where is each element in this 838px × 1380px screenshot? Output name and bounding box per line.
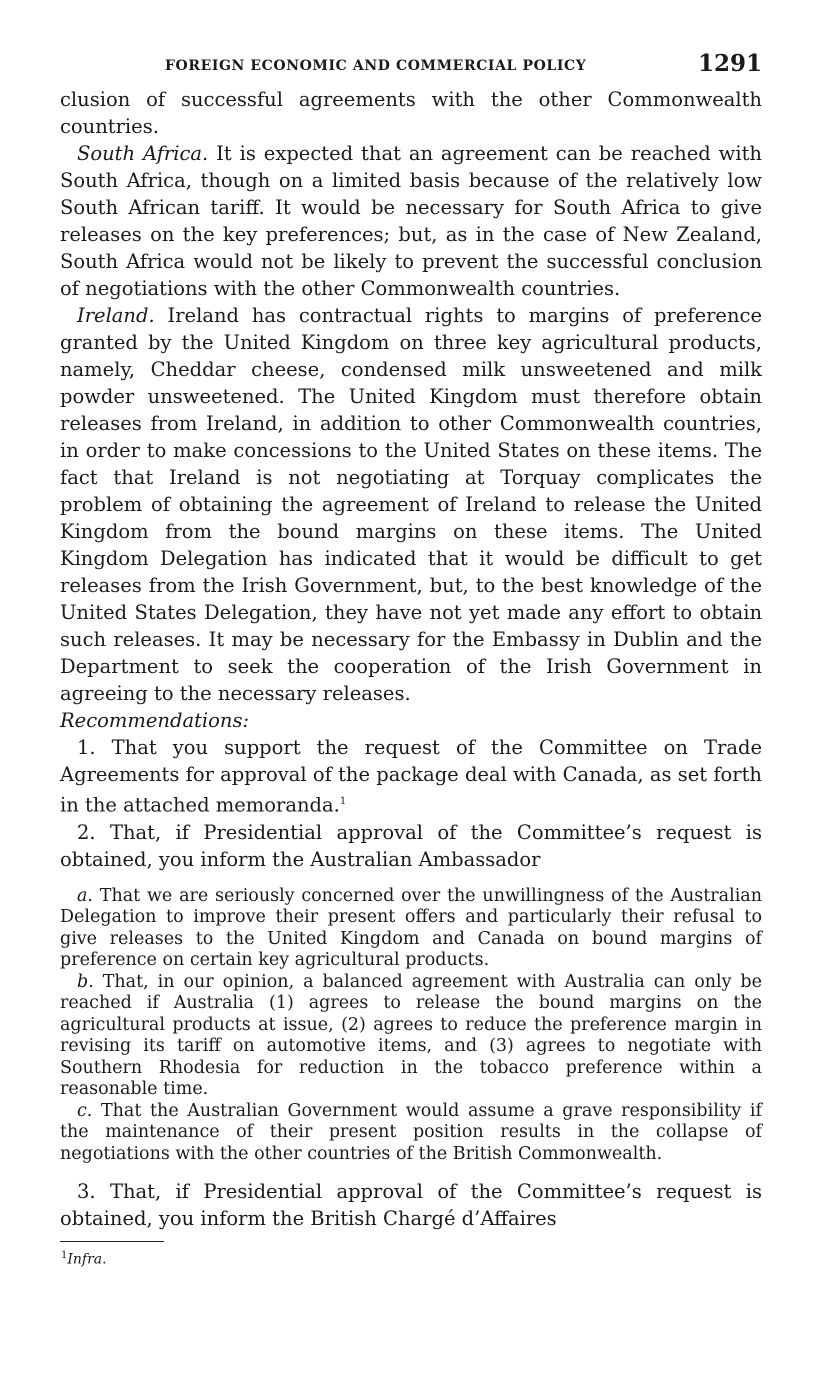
footnote-marker: 1 [61, 1250, 68, 1261]
page-number: 1291 [697, 50, 762, 77]
recommendation-1 [60, 734, 762, 819]
recommendation-3: 3. That, if Presidential approval of the Committee’s request is obtained, you inform the British Chargé d’Affaires [60, 1180, 762, 1230]
ireland-text: Ireland has contractual rights to margins of preference granted by the United Kingdom on three key agricultural products, namely, Cheddar cheese, condensed milk unsweetened and milk powder unsweetened. The United Kingdom must therefore obtain releases from Ireland, in addition to other Commonwealth countries, in order to make concessions to the United States on these items. The fact that Ireland is not negotiating at Torquay complicates the problem of obtaining the agreement of Ireland to release the United Kingdom from the bound margins on these items. The United Kingdom Delegation has indicated that it would be difficult to get releases from the Irish Government, but, to the best knowledge of the United States Delegation, they have not yet made any effort to obtain such releases. It may be necessary for the Embassy in Dublin and the Department to seek the cooperation of the Irish Government in agreeing to the necessary releases. [60, 304, 762, 705]
footnote-reference: 1 [339, 796, 347, 807]
recommendation-2a-label: a. [77, 885, 93, 906]
page-header [60, 50, 762, 86]
ireland-heading: Ireland. [77, 304, 155, 327]
recommendation-2c-text: That the Australian Government would assume a grave responsibility if the maintenance of their present position results in the collapse of negotiations with the other countries of the British Commonwealth. [60, 1100, 762, 1164]
south-africa-heading: South Africa. [77, 142, 209, 165]
recommendation-2: 2. That, if Presidential approval of the Committee’s request is obtained, you inform the Australian Ambassador [60, 820, 762, 871]
recommendation-2b-label: b. [77, 971, 94, 992]
recommendation-2a-text: That we are seriously concerned over the unwillingness of the Australian Delegation to improve their present offers and particularly their refusal to give releases to the United Kingdom and Canada on bound margins of preference on certain key agricultural products. [60, 885, 762, 970]
recommendation-2b [60, 972, 762, 1101]
paragraph-continuation: clusion of successful agreements with the other Commonwealth countries. [60, 88, 762, 138]
footnote [60, 1250, 762, 1268]
recommendation-2c [60, 1101, 762, 1166]
running-head: FOREIGN ECONOMIC AND COMMERCIAL POLICY [165, 58, 587, 74]
recommendation-2b-text: That, in our opinion, a balanced agreement with Australia can only be reached if Australia (1) agrees to release the bound margins on the agricultural products at issue, (2) agrees to reduce the preference margin in revising its tariff on automotive items, and (3) agrees to negotiate with Southern Rhodesia for reduction in the tobacco preference within a reasonable time. [60, 971, 762, 1099]
footnote-divider [60, 1241, 164, 1242]
recommendation-2a [60, 886, 762, 972]
footnote-text: Infra. [67, 1251, 107, 1268]
recommendation-2-subitems [60, 886, 762, 1166]
document-page [60, 50, 762, 1268]
recommendation-2c-label: c. [77, 1100, 93, 1121]
south-africa-text: It is expected that an agreement can be reached with South Africa, though on a limited basis because of the relatively low South African tariff. It would be necessary for South Africa to give releases on the key preferences; but, as in the case of New Zealand, South Africa would not be likely to prevent the successful conclusion of negotiations with the other Commonwealth countries. [60, 142, 762, 300]
recommendation-1-text: 1. That you support the request of the Committee on Trade Agreements for approval of the package deal with Canada, as set forth in the attached memoranda. [60, 736, 762, 817]
paragraph-south-africa [60, 140, 762, 302]
paragraph-ireland [60, 302, 762, 707]
recommendations-heading: Recommendations: [60, 709, 250, 732]
